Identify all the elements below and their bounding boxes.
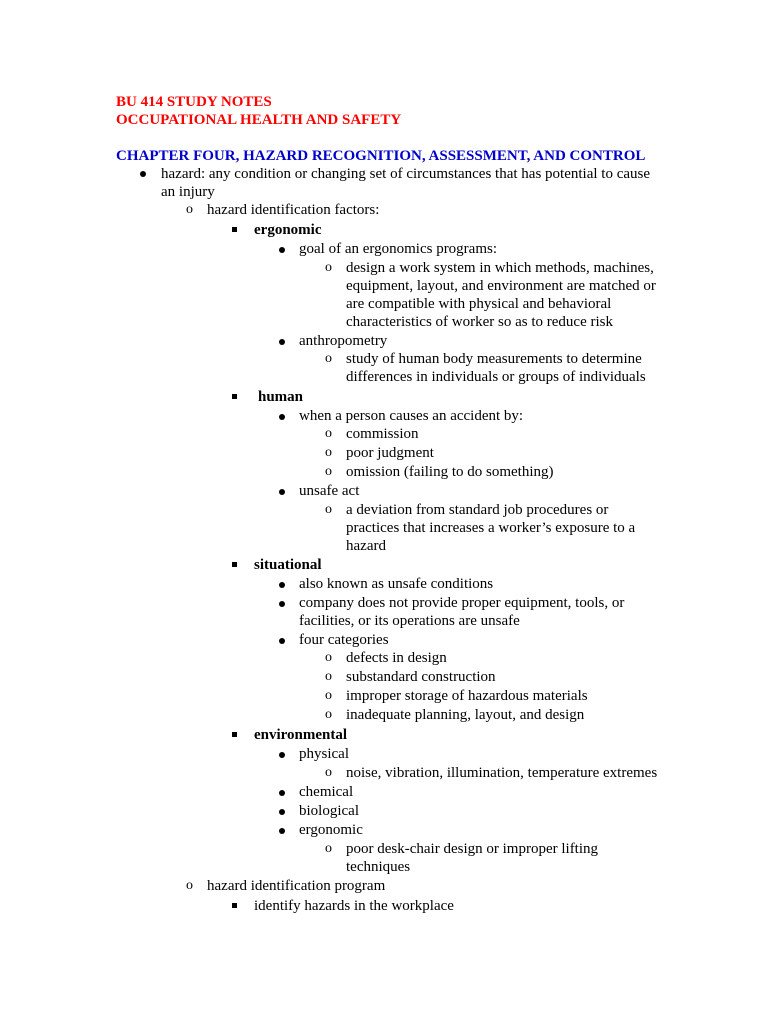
bullet-square	[232, 732, 237, 737]
bullet-dot	[279, 414, 285, 420]
list-item: a deviation from standard job procedures or	[346, 502, 609, 518]
bullet-square	[232, 394, 237, 399]
bullet-circle: o	[325, 841, 332, 856]
section-human: human	[258, 389, 304, 405]
bullet-circle: o	[186, 202, 193, 217]
list-item: identify hazards in the workplace	[254, 898, 454, 914]
list-item: hazard identification program	[207, 878, 386, 894]
bullet-circle: o	[325, 260, 332, 275]
list-item-continuation: an injury	[161, 184, 215, 200]
bullet-circle: o	[325, 669, 332, 684]
list-item: also known as unsafe conditions	[299, 576, 494, 592]
bullet-square	[232, 562, 237, 567]
bullet-dot	[279, 247, 285, 253]
list-item: noise, vibration, illumination, temperature extremes	[346, 765, 658, 781]
list-item: substandard construction	[346, 669, 496, 685]
list-item: defects in design	[346, 650, 447, 666]
list-item-continuation: hazard	[346, 538, 386, 554]
bullet-dot	[279, 339, 285, 345]
section-environmental: environmental	[254, 727, 348, 743]
list-item: study of human body measurements to determine	[346, 351, 642, 367]
subject-title: OCCUPATIONAL HEALTH AND SAFETY	[116, 112, 402, 128]
list-item-continuation: are compatible with physical and behavioral	[346, 296, 612, 312]
list-item-continuation: techniques	[346, 859, 411, 875]
bullet-dot	[279, 809, 285, 815]
bullet-circle: o	[325, 464, 332, 479]
bullet-dot	[279, 601, 285, 607]
list-item: hazard: any condition or changing set of circumstances that has potential to cause	[161, 166, 651, 182]
list-item: omission (failing to do something)	[346, 464, 554, 480]
list-item: when a person causes an accident by:	[299, 408, 524, 424]
list-item-continuation: characteristics of worker so as to reduce risk	[346, 314, 613, 330]
list-item: chemical	[299, 784, 354, 800]
list-item: goal of an ergonomics programs:	[299, 241, 498, 257]
bullet-square	[232, 903, 237, 908]
bullet-dot	[279, 582, 285, 588]
list-item: biological	[299, 803, 359, 819]
list-item: unsafe act	[299, 483, 360, 499]
list-item: commission	[346, 426, 419, 442]
bullet-circle: o	[325, 351, 332, 366]
list-item: physical	[299, 746, 349, 762]
bullet-dot	[140, 171, 146, 177]
list-item-continuation: equipment, layout, and environment are matched or	[346, 278, 656, 294]
bullet-circle: o	[325, 650, 332, 665]
list-item: four categories	[299, 632, 389, 648]
list-item: hazard identification factors:	[207, 202, 380, 218]
bullet-circle: o	[325, 707, 332, 722]
bullet-dot	[279, 489, 285, 495]
list-item: inadequate planning, layout, and design	[346, 707, 585, 723]
list-item: poor judgment	[346, 445, 434, 461]
chapter-heading: CHAPTER FOUR, HAZARD RECOGNITION, ASSESSMENT, AND CONTROL	[116, 148, 646, 164]
list-item: anthropometry	[299, 333, 388, 349]
bullet-circle: o	[186, 878, 193, 893]
list-item-continuation: differences in individuals or groups of individuals	[346, 369, 646, 385]
bullet-dot	[279, 752, 285, 758]
bullet-circle: o	[325, 502, 332, 517]
list-item: improper storage of hazardous materials	[346, 688, 588, 704]
list-item-continuation: practices that increases a worker’s exposure to a	[346, 520, 636, 536]
bullet-square	[232, 227, 237, 232]
list-item: company does not provide proper equipment, tools, or	[299, 595, 625, 611]
course-title: BU 414 STUDY NOTES	[116, 94, 272, 110]
list-item: design a work system in which methods, machines,	[346, 260, 654, 276]
section-situational: situational	[254, 557, 322, 573]
list-item: ergonomic	[299, 822, 363, 838]
bullet-circle: o	[325, 688, 332, 703]
list-item: poor desk-chair design or improper lifting	[346, 841, 599, 857]
bullet-dot	[279, 828, 285, 834]
bullet-circle: o	[325, 426, 332, 441]
bullet-circle: o	[325, 445, 332, 460]
bullet-dot	[279, 638, 285, 644]
list-item-continuation: facilities, or its operations are unsafe	[299, 613, 520, 629]
bullet-circle: o	[325, 765, 332, 780]
bullet-dot	[279, 790, 285, 796]
section-ergonomic: ergonomic	[254, 222, 322, 238]
